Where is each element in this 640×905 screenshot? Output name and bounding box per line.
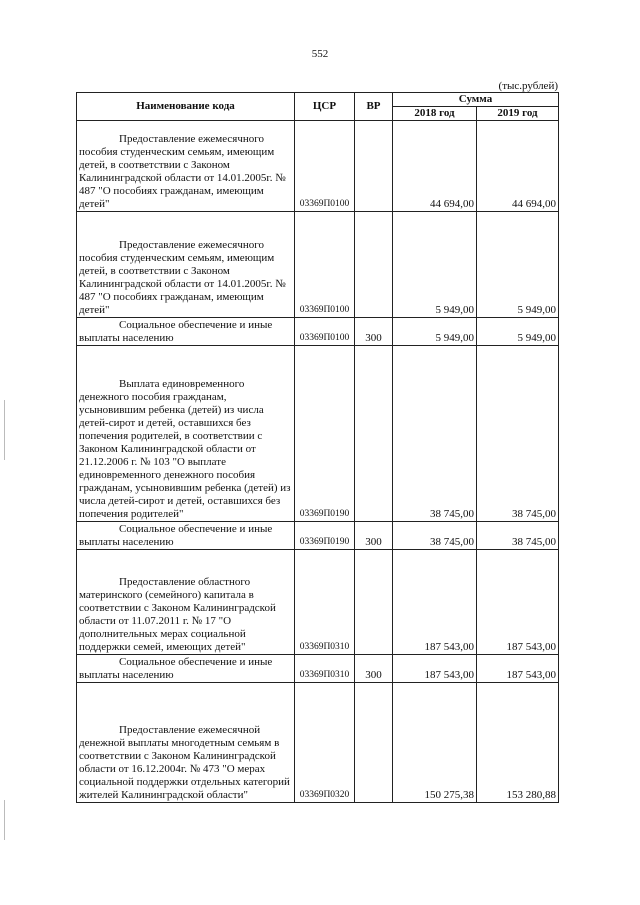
row-2019: 38 745,00 bbox=[477, 346, 559, 522]
row-csr: 03369П0310 bbox=[295, 655, 355, 683]
row-2018: 44 694,00 bbox=[393, 121, 477, 212]
row-2018: 38 745,00 bbox=[393, 346, 477, 522]
row-2019: 5 949,00 bbox=[477, 318, 559, 346]
table-row bbox=[77, 655, 559, 683]
row-vr bbox=[355, 121, 393, 212]
header-2019: 2019 год bbox=[477, 107, 559, 121]
row-name: Социальное обеспечение и иные выплаты населению bbox=[79, 319, 273, 344]
row-2018: 5 949,00 bbox=[393, 212, 477, 318]
scan-edge-mark bbox=[4, 400, 5, 460]
row-name: Социальное обеспечение и иные выплаты населению bbox=[79, 656, 273, 681]
header-csr: ЦСР bbox=[295, 93, 355, 121]
row-vr: 300 bbox=[355, 318, 393, 346]
row-csr: 03369П0100 bbox=[295, 121, 355, 212]
units-label: (тыс.рублей) bbox=[498, 80, 558, 92]
row-name: Предоставление областного материнского (семейного) капитала в соответствии с Законом Калининградской области от 11.07.2011 г. № 17 "О дополнительных мерах социальной поддержки семей, имеющих детей" bbox=[79, 576, 276, 653]
row-2019: 187 543,00 bbox=[477, 550, 559, 655]
table-row bbox=[77, 212, 559, 318]
row-vr bbox=[355, 550, 393, 655]
row-2018: 5 949,00 bbox=[393, 318, 477, 346]
row-2019: 44 694,00 bbox=[477, 121, 559, 212]
table-row bbox=[77, 522, 559, 550]
page-number: 552 bbox=[311, 48, 329, 60]
row-csr: 03369П0320 bbox=[295, 683, 355, 803]
table-row bbox=[77, 346, 559, 522]
header-2018: 2018 год bbox=[393, 107, 477, 121]
row-2018: 38 745,00 bbox=[393, 522, 477, 550]
row-name: Предоставление ежемесячного пособия студенческим семьям, имеющим детей, в соответствии с Законом Калининградской области от 14.01.2005г. № 487 "О пособиях гражданам, имеющим детей" bbox=[79, 239, 286, 316]
row-2018: 187 543,00 bbox=[393, 655, 477, 683]
row-csr: 03369П0190 bbox=[295, 346, 355, 522]
row-vr: 300 bbox=[355, 522, 393, 550]
header-sum: Сумма bbox=[393, 93, 559, 107]
row-vr bbox=[355, 212, 393, 318]
row-name: Выплата единовременного денежного пособия гражданам, усыновившим ребенка (детей) из числа детей-сирот и детей, оставшихся без попечения родителей, в соответствии с Законом Калининградской области от 21.12.2006 г. № 103 "О выплате единовременного денежного пособия гражданам, усыновившим ребенка (детей) из числа детей-сирот и детей, оставшихся без попечения родителей" bbox=[79, 378, 291, 520]
row-2018: 150 275,38 bbox=[393, 683, 477, 803]
row-2019: 38 745,00 bbox=[477, 522, 559, 550]
row-vr bbox=[355, 346, 393, 522]
row-name: Предоставление ежемесячного пособия студенческим семьям, имеющим детей, в соответствии с Законом Калининградской области от 14.01.2005г. № 487 "О пособиях гражданам, имеющим детей" bbox=[79, 133, 286, 210]
scan-edge-mark bbox=[4, 800, 5, 840]
row-2019: 5 949,00 bbox=[477, 212, 559, 318]
header-name: Наименование кода bbox=[77, 93, 295, 121]
header-vr: ВР bbox=[355, 93, 393, 121]
row-vr: 300 bbox=[355, 655, 393, 683]
table-row bbox=[77, 121, 559, 212]
row-name: Предоставление ежемесячной денежной выплаты многодетным семьям в соответствии с Законом Калининградской области от 16.12.2004г. № 473 "О мерах социальной поддержки отдельных категорий жителей Калининградской области" bbox=[79, 724, 290, 801]
row-vr bbox=[355, 683, 393, 803]
row-2019: 187 543,00 bbox=[477, 655, 559, 683]
row-2019: 153 280,88 bbox=[477, 683, 559, 803]
row-csr: 03369П0100 bbox=[295, 212, 355, 318]
table-row bbox=[77, 683, 559, 803]
row-csr: 03369П0310 bbox=[295, 550, 355, 655]
row-csr: 03369П0190 bbox=[295, 522, 355, 550]
table-row bbox=[77, 550, 559, 655]
budget-table bbox=[76, 92, 559, 803]
row-2018: 187 543,00 bbox=[393, 550, 477, 655]
table-row bbox=[77, 318, 559, 346]
row-name: Социальное обеспечение и иные выплаты населению bbox=[79, 523, 273, 548]
row-csr: 03369П0100 bbox=[295, 318, 355, 346]
